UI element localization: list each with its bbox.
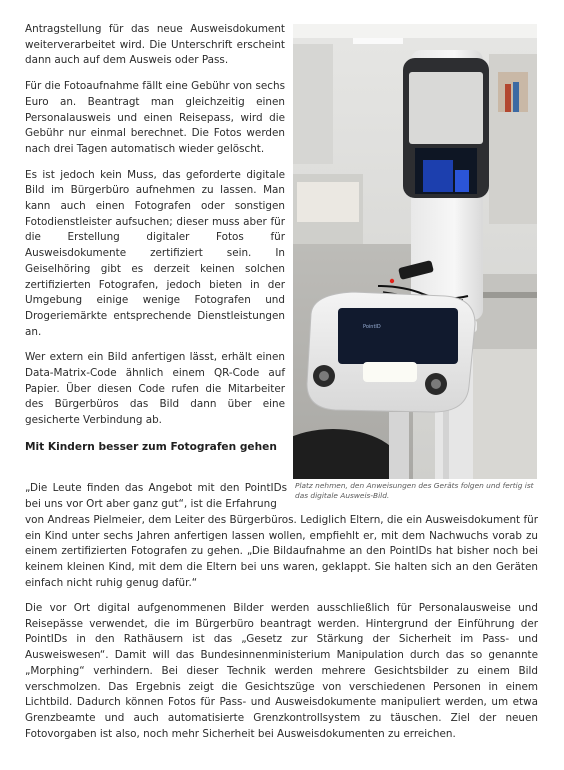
- paragraph-2: Für die Fotoaufnahme fällt eine Gebühr von sechs Euro an. Beantragt man gleichzeitig einen Personalausweis und einen Reisepass, wird die Gebühr nur einmal berechnet. Die Fotos werden nach drei Tagen automatisch wieder gelöscht.: [25, 80, 285, 155]
- kiosk-photo: [293, 24, 537, 479]
- final-paragraph-block: [25, 601, 538, 742]
- quote-rest-block: [25, 513, 538, 592]
- tablet-screen-label: PointID: [363, 324, 381, 330]
- quote-rest: von Andreas Pielmeier, dem Leiter des Bürgerbüros. Lediglich Eltern, die ein Ausweisdokument für ein Kind unter sechs Jahren anfertigen lassen wollen, empfiehlt er, mit dem Nachwuchs vorab zu einem zertifizierten Fotografen zu gehen. „Die Bildaufnahme an den PointIDs hat bisher noch bei keinem kleinen Kind, mit dem die Eltern bei uns waren, geklappt. Sie halten sich an den Geräten einfach nicht ruhig genug dafür.“: [25, 514, 538, 589]
- quote-start-block: [25, 481, 287, 512]
- final-paragraph: Die vor Ort digital aufgenommenen Bilder werden ausschließlich für Personalausweise und Reisepässe verwendet, die im Bürgerbüro beantragt werden. Hintergrund der Einführung der PointIDs in den Rathäusern ist das „Gesetz zur Stärkung der Sicherheit im Pass- und Ausweiswesen“. Damit will das Bundesinnenministerium Manipulation durch das so genannte „Morphing“ verhindern. Bei dieser Technik werden mehrere Gesichtsbilder zu einem Bild verschmolzen. Das Ergebnis zeigt die Gesichtszüge von verschiedenen Personen in einem Lichtbild. Dadurch können Fotos für Pass- und Ausweisdokumente manipuliert werden, um etwa Grenzbeamte und auch automatisierte Grenzkontrollsystem zu täuschen. Ziel der neuen Fotovorgaben ist also, noch mehr Sicherheit bei Ausweisdokumenten zu erreichen.: [25, 602, 538, 740]
- quote-start: „Die Leute finden das Angebot mit den PointIDs bei uns vor Ort aber ganz gut“, ist die Erfahrung: [25, 482, 287, 510]
- paragraph-4: Wer extern ein Bild anfertigen lässt, erhält einen Data-Matrix-Code ähnlich einem QR-Code auf Papier. Über diesen Code rufen die Mitarbeiter des Bürgerbüros das Bild dann über eine gesicherte Verbindung ab.: [25, 351, 285, 427]
- paragraph-1: Antragstellung für das neue Ausweisdokument weiterverarbeitet wird. Die Unterschrift erscheint dann auch auf dem Ausweis oder Pass.: [25, 23, 285, 67]
- paragraph-3: Es ist jedoch kein Muss, das geforderte digitale Bild im Bürgerbüro aufnehmen zu lassen. Man kann auch einen Fotografen oder sonstigen Fotodienstleister aufsuchen; dieser muss aber für die Erstellung digitaler Fotos für Ausweisdokumente zertifiziert sein. In Geiselhöring gibt es derzeit keinen solchen zertifizierten Fotografen, jedoch bieten in der Umgebung einige wenige Fotografen und Drogeriemärkte entsprechende Dienstleistungen an.: [25, 168, 285, 338]
- photo-caption: Platz nehmen, den Anweisungen des Geräts folgen und fertig ist das digitale Ausweis-Bild.: [295, 481, 534, 501]
- subheading: Mit Kindern besser zum Fotografen gehen: [25, 440, 277, 453]
- photo-illustration: [293, 24, 537, 479]
- left-column: [25, 22, 285, 461]
